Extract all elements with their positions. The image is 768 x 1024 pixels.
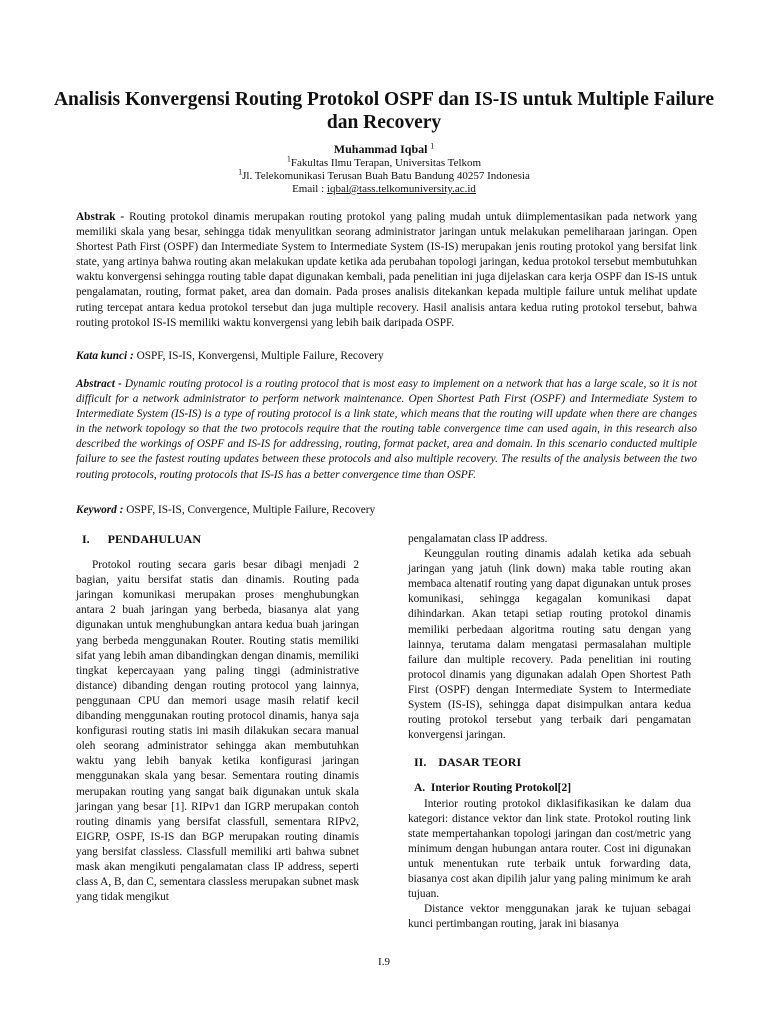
email-label: Email : — [292, 183, 325, 195]
kata-kunci-label: Kata kunci : — [76, 350, 134, 362]
keyword-text: OSPF, IS-IS, Convergence, Multiple Failure, Recovery — [126, 504, 376, 516]
keyword-paragraph — [76, 503, 697, 518]
abstrak-label: Abstrak - — [76, 211, 125, 223]
abstract-en-text: Dynamic routing protocol is a routing protocol that is most easy to implement on a network that has a large scale, so it is not difficult for a network administrator to perform network maintenance. Open Shortest Path First (OSPF) and Intermediate System to Intermediate System (IS-IS) is a type of routing protocol is a link state, which means that the routing will update when there are changes in the network topology so that the two protocols require that the routing table convergence time can used again, in this research also described the workings of OSPF and IS-IS for addressing, routing, format packet, area and domain. In this scenario conducted multiple failure to see the fastest routing updates between these protocols and also multiple recovery. The results of the analysis between the two routing protocols, routing protocols that IS-IS has a better convergence time than OSPF. — [76, 378, 697, 481]
affiliation-line — [40, 154, 728, 170]
section1-heading: I. PENDAHULUAN — [82, 532, 202, 546]
author-block — [40, 143, 728, 196]
abstract-en-label: Abstract - — [76, 378, 122, 390]
section2-subheading-a: A. Interior Routing Protokol[2] — [414, 782, 572, 795]
right-column — [408, 532, 691, 932]
author-name-line — [40, 143, 728, 157]
address: Jl. Telekomunikasi Terusan Buah Batu Bandung 40257 Indonesia — [242, 170, 530, 182]
section1-paragraph-2: Keunggulan routing dinamis adalah ketika ada sebuah jaringan yang jatuh (link down) maka table routing akan membaca altenatif routing yang dapat digunakan untuk proses komunikasi, sehingga kegagalan komunikasi dapat dihindarkan. Akan tetapi setiap routing protokol dinamis memiliki perbedaan algoritma routing satu dengan yang lainnya, terutama dalam mengatasi permasalahan multiple failure dan multiple recovery. Pada penelitian ini routing protocol dinamis yang digunakan adalah Open Shortest Path First (OSPF) dengan Intermediate System to Intermediate System (IS-IS), sehingga dapat disimpulkan antara kedua routing protokol tersebut yang terbaik dari pengamatan konvergensi jaringan. — [408, 548, 691, 742]
email-line — [40, 183, 728, 196]
email-link[interactable]: iqbal@tass.telkomuniversity.ac.id — [326, 183, 476, 195]
section2-paragraph-1: Interior routing protokol diklasifikasikan ke dalam dua kategori: distance vektor dan link state. Protokol routing link state mempertahankan topologi jaringan dan cost/metric yang minimum dengan hubungan antara router. Cost ini digunakan untuk menentukan rute terbaik untuk forwarding data, biasanya cost akan dipilih jalur yang paling minimum ke arah tujuan. — [408, 797, 691, 901]
abstract-en-paragraph — [76, 377, 697, 483]
section2-paragraph-2: Distance vektor menggunakan jarak ke tujuan sebagai kunci pertimbangan routing, jarak ini biasanya — [408, 903, 691, 931]
section1-paragraph-1-continued: pengalamatan class IP address. — [408, 533, 548, 545]
author-sup: 1 — [430, 141, 435, 151]
kata-kunci-text: OSPF, IS-IS, Konvergensi, Multiple Failure, Recovery — [136, 350, 384, 362]
paper-title: Analisis Konvergensi Routing Protokol OSPF dan IS-IS untuk Multiple Failure dan Recovery — [53, 89, 715, 133]
address-line — [40, 167, 728, 183]
author-name: Muhammad Iqbal — [333, 142, 428, 156]
section1-paragraph-1: Protokol routing secara garis besar dibagi menjadi 2 bagian, yaitu bersifat statis dan dinamis. Routing pada jaringan komunikasi merupakan proses menghubungkan antara 2 buah jaringan yang berbeda, biasanya alat yang digunakan untuk menghubungkan antara kedua buah jaringan yang berbeda menggunakan Router. Routing statis memiliki sifat yang lebih aman dibandingkan dengan dinamis, memiliki tingkat kepercayaan yang paling tinggi (administrative distance) dibanding dengan routing protocol yang lainnya, penggunaan CPU dan memori usage masih relatif kecil dibanding menggunakan routing protocol dinamis, hanya saja konfigurasi routing statis ini masih dilakukan secara manual oleh seorang administrator sehingga akan membutuhkan waktu yang lebih banyak ketika konfigurasi jaringan menggunakan skala yang besar. Sementara routing dinamis merupakan routing yang sangat baik digunakan untuk skala jaringan yang besar [1]. RIPv1 dan IGRP merupakan contoh routing dinamis yang bersifat classfull, sementara RIPv2, EIGRP, OSPF, IS-IS dan BGP merupakan routing dinamis yang bersifat classless. Classfull memiliki arti bahwa subnet mask akan mengikuti pengalamatan class IP address, seperti class A, B, dan C, sementara classless merupakan subnet mask yang tidak mengikut — [76, 559, 359, 904]
affiliation-sup: 1 — [286, 154, 291, 164]
keyword-label: Keyword : — [76, 504, 124, 516]
section2-heading: II. DASAR TEORI — [414, 755, 522, 770]
abstrak-paragraph — [76, 210, 697, 331]
left-column — [76, 532, 359, 905]
kata-kunci-paragraph — [76, 349, 697, 364]
address-sup: 1 — [238, 167, 243, 177]
abstrak-text: Routing protokol dinamis merupakan routing protokol yang paling mudah untuk diimplementasikan pada network yang memiliki skala yang besar, sehingga tidak menyulitkan seorang administrator jaringan untuk melakukan pemeliharaan jaringan. Open Shortest Path First (OSPF) dan Intermediate System to Intermediate System (IS-IS) merupakan jenis routing protokol yang bersifat link state, yang artinya bahwa routing akan melakukan update ketika ada perubahan topologi jaringan, kedua protokol tersebut membutuhkan waktu konvergensi sehingga routing table dapat digunakan kembali, pada penelitian ini juga dijelaskan cara kerja OSPF dan IS-IS untuk pengalamatan, routing, format paket, area dan domain. Pada proses analisis ditekankan kepada multiple failure untuk melihat update ruting tercepat antara kedua protokol tersebut dan juga multiple recovery. Hasil analisis antara kedua ruting protokol tersebut, bahwa routing protokol IS-IS memiliki waktu konvergensi yang lebih baik daripada OSPF. — [76, 211, 697, 329]
page-number: I.9 — [378, 956, 390, 968]
affiliation: Fakultas Ilmu Terapan, Universitas Telkom — [290, 157, 482, 169]
